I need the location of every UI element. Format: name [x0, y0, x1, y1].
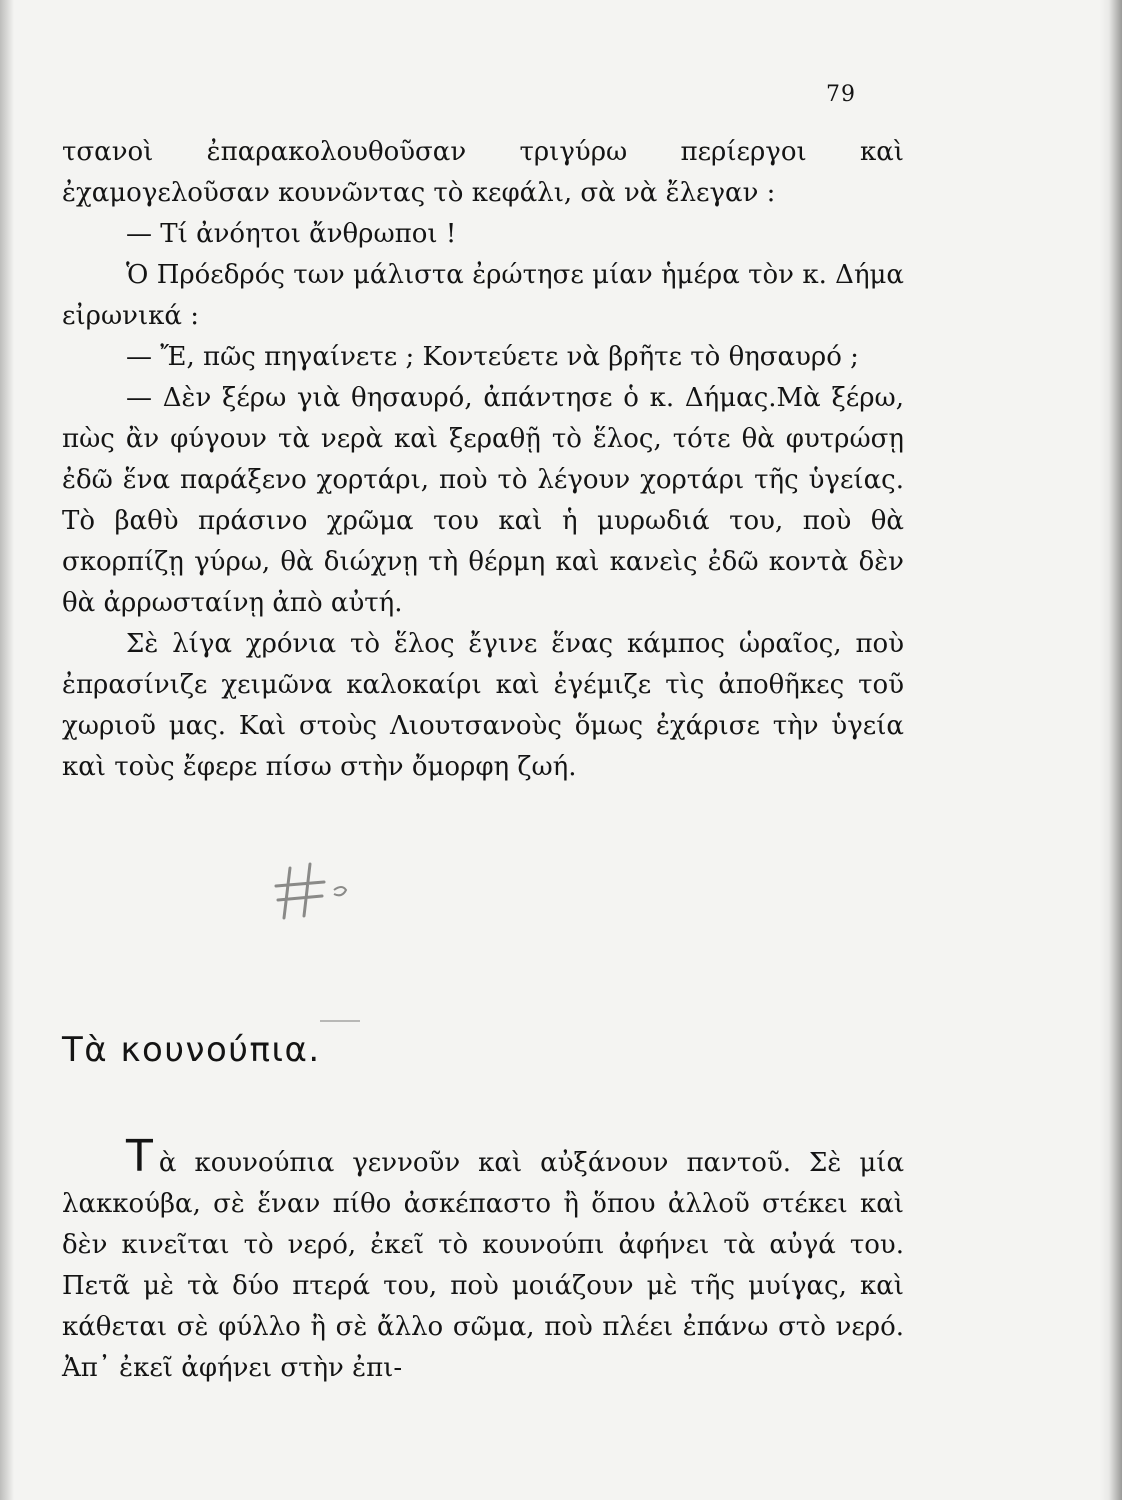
paragraph-continuation: τσανοὶ ἐπαρακολουθοῦσαν τριγύρω περίεργοι καὶ ἐχαμογελοῦσαν κουνῶντας τὸ κεφάλι, σὰ νὰ ἔλεγαν : — [62, 137, 904, 208]
body-text-top — [62, 132, 904, 788]
dialogue-line: — Ἔ, πῶς πηγαίνετε ; Κοντεύετε νὰ βρῆτε τὸ θησαυρό ; — [126, 342, 859, 372]
paragraph: Σὲ λίγα χρόνια τὸ ἕλος ἔγινε ἕνας κάμπος ὡραῖος, ποὺ ἐπρασίνιζε χειμῶνα καλοκαίρι καὶ ἐγέμιζε τὶς ἀποθῆκες τοῦ χωριοῦ μας. Καὶ στοὺς Λιουτσανοὺς ὅμως ἐχάρισε τὴν ὑγεία καὶ τοὺς ἔφερε πίσω στὴν ὄμορφη ζωή. — [62, 629, 904, 782]
paragraph-with-drop-cap — [62, 1131, 904, 1389]
dialogue-line: — Τί ἀνόητοι ἄνθρωποι ! — [126, 219, 457, 249]
page-edge-right — [1100, 0, 1122, 1500]
dialogue-line: — Δὲν ξέρω γιὰ θησαυρό, ἀπάντησε ὁ κ. Δήμας.Μὰ ξέρω, πὼς ἂν φύγουν τὰ νερὰ καὶ ξεραθῇ τὸ ἕλος, τότε θὰ φυτρώσῃ ἐδῶ ἕνα παράξενο χορτάρι, ποὺ τὸ λέγουν χορτάρι τῆς ὑγείας. Τὸ βαθὺ πράσινο χρῶμα του καὶ ἡ μυρωδιά του, ποὺ θὰ σκορπίζῃ γύρω, θὰ διώχνῃ τὴ θέρμη καὶ κανεὶς ἐδῶ κοντὰ δὲν θὰ ἀρρωσταίνῃ ἀπὸ αὐτή. — [62, 383, 904, 618]
page-edge-left — [0, 0, 14, 1500]
paragraph-text: ὰ κουνούπια γεννοῦν καὶ αὐξάνουν παντοῦ. Σὲ μία λακκούβα, σὲ ἕναν πίθο ἀσκέπαστο ἢ ὅπου ἀλλοῦ στέκει καὶ δὲν κινεῖται τὸ νερό, ἐκεῖ τὸ κουνούπι ἀφήνει τὰ αὐγά του. Πετᾶ μὲ τὰ δύο πτερά του, ποὺ μοιάζουν μὲ τῆς μυίγας, καὶ κάθεται σὲ φύλλο ἢ σὲ ἄλλο σῶμα, ποὺ πλέει ἐπάνω στὸ νερό. Ἀπ᾽ ἐκεῖ ἀφήνει στὴν ἐπι- — [62, 1148, 904, 1383]
page-number: 79 — [826, 82, 856, 107]
handwritten-pencil-mark — [272, 860, 362, 920]
drop-cap: Τ — [126, 1131, 153, 1182]
section-title: Τὰ κουνούπια. — [62, 1030, 321, 1070]
stray-mark — [320, 1020, 360, 1022]
body-text-bottom — [62, 1131, 904, 1389]
paragraph: Ὁ Πρόεδρός των μάλιστα ἐρώτησε μίαν ἡμέρα τὸν κ. Δήμα εἰρωνικά : — [62, 260, 904, 331]
